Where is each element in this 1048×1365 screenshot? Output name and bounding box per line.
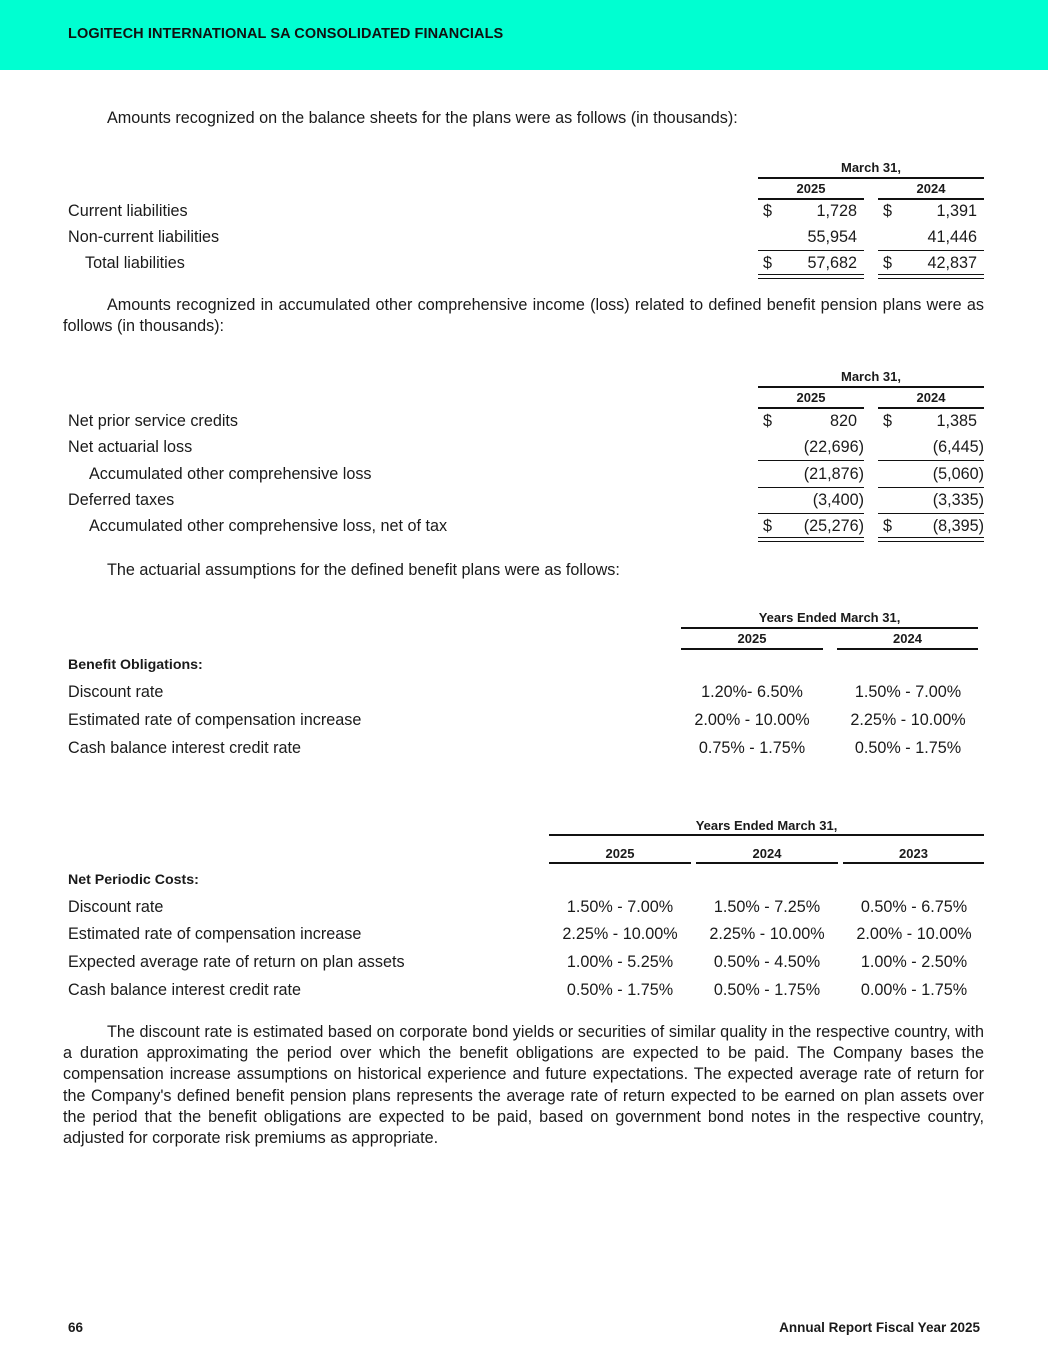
currency-symbol: $ [883,412,893,430]
row-label: Current liabilities [68,202,188,220]
value-cell: 1,391 [936,202,977,220]
value-cell-total: 42,837 [927,254,977,272]
row-label-subtotal: Accumulated other comprehensive loss [89,465,372,483]
header-rule [758,198,864,200]
currency-symbol: $ [883,202,893,220]
header-rule [549,862,691,864]
subtotal-rule [878,460,984,461]
report-title: Annual Report Fiscal Year 2025 [779,1320,980,1335]
column-group-header: Years Ended March 31, [695,818,838,833]
column-header-2025: 2025 [796,181,826,196]
row-label: Discount rate [68,898,164,916]
column-group-header: March 31, [841,160,901,175]
rate-cell: 2.00% - 10.00% [856,925,972,943]
column-header-2024: 2024 [893,631,922,646]
total-double-rule [758,274,864,279]
subtotal-rule [878,487,984,488]
aoci-intro: Amounts recognized in accumulated other comprehensive income (loss) related to defined benefit pension plans were as follows (in thousands): [63,296,984,336]
column-group-header: March 31, [841,369,901,384]
subtotal-rule [758,250,864,251]
header-rule [681,648,823,650]
header-rule [758,386,984,388]
page-number: 66 [68,1320,84,1335]
value-cell: (21,876) [803,465,864,483]
rate-cell: 2.25% - 10.00% [562,925,678,943]
row-label: Cash balance interest credit rate [68,739,302,757]
rate-cell: 0.50% - 1.75% [566,981,674,999]
header-rule [837,648,978,650]
rate-cell: 0.75% - 1.75% [698,739,806,757]
row-label: Net prior service credits [68,412,239,430]
header-rule [843,862,984,864]
column-header-2025: 2025 [796,390,826,405]
row-label: Cash balance interest credit rate [68,981,302,999]
column-header-2025: 2025 [737,631,767,646]
page-header-title: LOGITECH INTERNATIONAL SA CONSOLIDATED FINANCIALS [68,26,504,42]
section-label: Net Periodic Costs: [68,872,199,888]
column-header-2025: 2025 [605,846,635,861]
rate-cell: 0.50% - 1.75% [854,739,962,757]
header-rule [878,407,984,409]
row-label-total: Accumulated other comprehensive loss, net of tax [89,517,448,535]
currency-symbol: $ [883,254,893,272]
value-cell: (22,696) [803,438,864,456]
value-cell: 820 [829,412,857,430]
subtotal-rule [878,250,984,251]
value-cell-total: (8,395) [932,517,984,535]
total-double-rule [878,274,984,279]
row-label: Estimated rate of compensation increase [68,925,362,943]
value-cell: 1,728 [816,202,857,220]
row-label: Deferred taxes [68,491,175,509]
rate-cell: 2.25% - 10.00% [850,711,966,729]
header-rule [758,407,864,409]
header-rule [681,627,978,629]
row-label: Expected average rate of return on plan assets [68,953,405,971]
column-header-2024: 2024 [916,390,946,405]
section-label: Benefit Obligations: [68,657,203,673]
currency-symbol: $ [883,517,893,535]
rate-cell: 1.20%- 6.50% [701,683,803,701]
value-cell: 55,954 [807,228,857,246]
currency-symbol: $ [763,254,773,272]
value-cell: (3,335) [932,491,984,509]
total-double-rule [878,537,984,542]
rate-cell: 1.00% - 2.50% [860,953,968,971]
rate-cell: 2.25% - 10.00% [709,925,825,943]
subtotal-rule [758,460,864,461]
rate-cell: 1.50% - 7.00% [566,898,674,916]
header-rule [549,834,984,836]
column-header-2023: 2023 [899,846,928,861]
total-double-rule [758,537,864,542]
rate-cell: 0.50% - 1.75% [713,981,821,999]
value-cell-total: (25,276) [803,517,864,535]
rate-cell: 0.50% - 4.50% [713,953,821,971]
actuarial-intro: The actuarial assumptions for the defined benefit plans were as follows: [107,561,620,579]
rate-cell: 1.50% - 7.00% [854,683,962,701]
row-label-total: Total liabilities [85,254,185,272]
value-cell: (6,445) [932,438,984,456]
value-cell: (3,400) [812,491,864,509]
header-rule [878,198,984,200]
row-label: Discount rate [68,683,164,701]
column-header-2024: 2024 [916,181,946,196]
row-label: Net actuarial loss [68,438,193,456]
value-cell-total: 57,682 [807,254,857,272]
value-cell: 41,446 [927,228,977,246]
header-rule [758,177,984,179]
rate-cell: 2.00% - 10.00% [694,711,810,729]
page-header-band [0,0,1048,70]
balance-sheet-intro: Amounts recognized on the balance sheets for the plans were as follows (in thousands): [107,109,738,127]
rate-cell: 0.00% - 1.75% [860,981,968,999]
currency-symbol: $ [763,202,773,220]
row-label: Estimated rate of compensation increase [68,711,362,729]
subtotal-rule [758,513,864,514]
rate-cell: 0.50% - 6.75% [860,898,968,916]
rate-cell: 1.50% - 7.25% [713,898,821,916]
rate-cell: 1.00% - 5.25% [566,953,674,971]
subtotal-rule [758,487,864,488]
header-rule [696,862,838,864]
column-header-2024: 2024 [752,846,782,861]
value-cell: (5,060) [932,465,984,483]
subtotal-rule [878,513,984,514]
column-group-header: Years Ended March 31, [758,610,901,625]
currency-symbol: $ [763,412,773,430]
currency-symbol: $ [763,517,773,535]
discount-rate-explanation: The discount rate is estimated based on corporate bond yields or securities of similar quality in the respective country, with a duration approximating the period over which the benefit obligations are expected to be paid. The Company bases the compensation increase assumptions on historical experience and future expectations. The expected average rate of return for the Company's defined benefit pension plans represents the average rate of return expected to be earned on plan assets over the period that the benefit obligations are expected to be paid, based on government bond notes in the respective country, adjusted for corporate risk premiums as appropriate. [63,1023,984,1148]
value-cell: 1,385 [936,412,977,430]
row-label: Non-current liabilities [68,228,220,246]
